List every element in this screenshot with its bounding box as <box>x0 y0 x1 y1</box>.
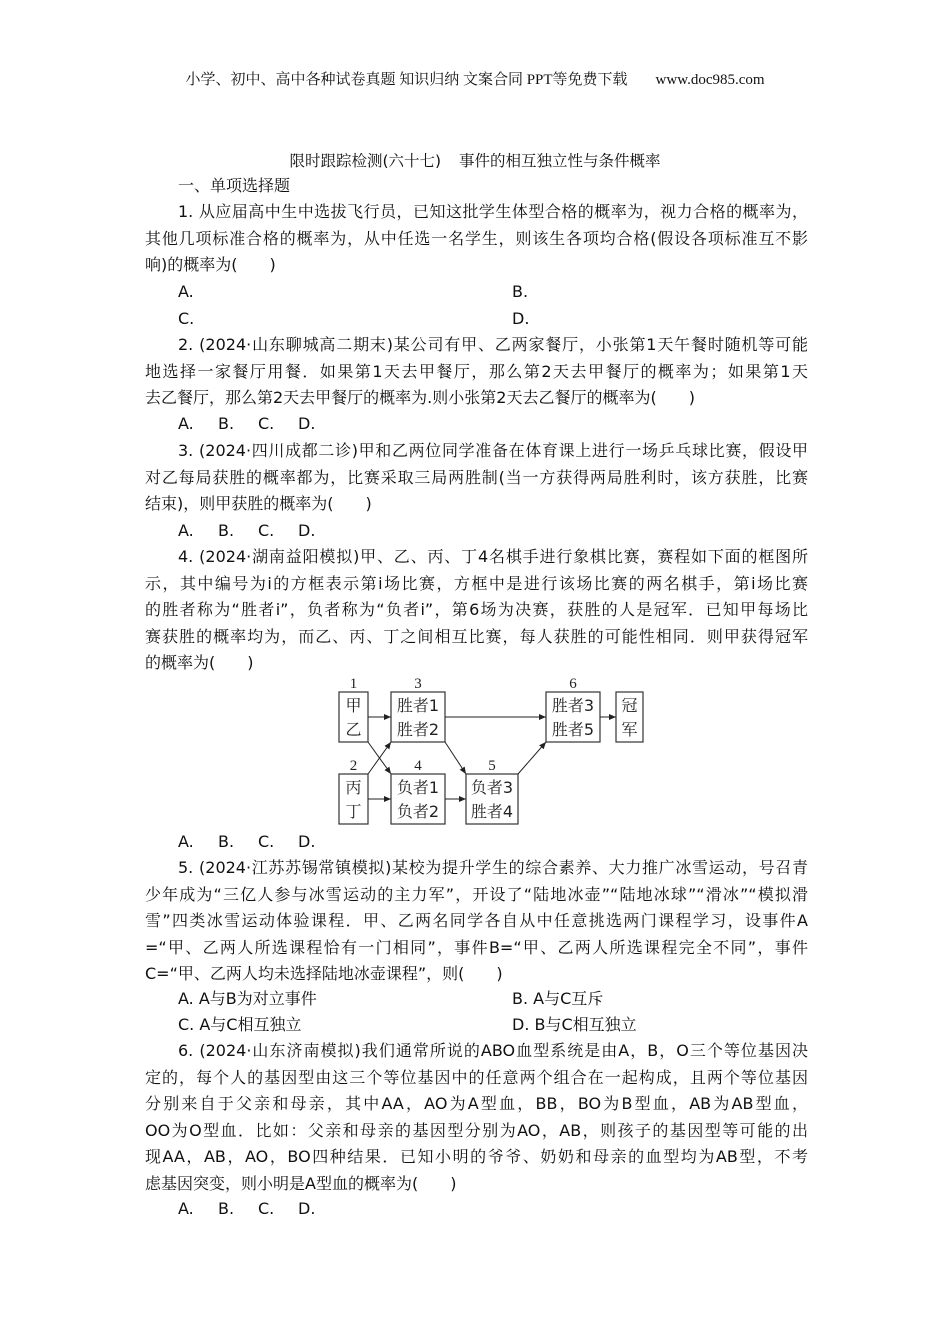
diagram-box-line: 负者1 <box>396 778 440 797</box>
question-5-line: C=“甲、乙两人均未选择陆地冰壶课程”，则( ) <box>145 964 503 983</box>
question-4-option[interactable]: A. <box>178 832 194 851</box>
question-3-option[interactable]: C. <box>258 521 275 540</box>
question-4-option[interactable]: B. <box>218 832 235 851</box>
diagram-box-line: 胜者3 <box>551 696 595 715</box>
question-1-option[interactable]: A. <box>178 282 194 301</box>
question-5-line: 少年成为“三亿人参与冰雪运动的主力军”，开设了“陆地冰壶”“陆地冰球”“滑冰”“模拟滑 <box>145 884 808 904</box>
diagram-box-line: 胜者5 <box>551 720 595 739</box>
question-6-option[interactable]: B. <box>218 1199 235 1218</box>
diagram-box-line: 负者2 <box>396 802 440 821</box>
diagram-match-number: 1 <box>349 676 358 692</box>
question-6-option[interactable]: C. <box>258 1199 275 1218</box>
question-1-option[interactable]: B. <box>512 282 529 301</box>
question-2-line: 地选择一家餐厅用餐．如果第1天去甲餐厅，那么第2天去甲餐厅的概率为；如果第1天 <box>145 361 808 381</box>
question-3-option[interactable]: A. <box>178 521 194 540</box>
question-5-option[interactable]: C. A与C相互独立 <box>178 1015 302 1034</box>
question-6-option[interactable]: A. <box>178 1199 194 1218</box>
diagram-box-line: 乙 <box>345 720 362 739</box>
question-2-line: 2. (2024·山东聊城高二期末)某公司有甲、乙两家餐厅，小张第1天午餐时随机等可能 <box>178 335 808 354</box>
title-sub: 事件的相互独立性与条件概率 <box>459 152 661 170</box>
question-6-option[interactable]: D. <box>298 1199 316 1218</box>
diagram-box-line: 胜者4 <box>470 802 514 821</box>
question-4-option[interactable]: D. <box>298 832 316 851</box>
diagram-box-line: 负者3 <box>470 778 514 797</box>
question-3-line: 对乙每局获胜的概率都为，比赛采取三局两胜制(当一方获得两局胜利时，该方获胜，比赛 <box>145 467 808 487</box>
question-1-line: 响)的概率为( ) <box>145 255 276 274</box>
question-2-option[interactable]: B. <box>218 414 235 433</box>
diagram-box-line: 胜者1 <box>396 696 440 715</box>
question-3-option[interactable]: D. <box>298 521 316 540</box>
question-5-line: 雪”四类冰雪运动体验课程．甲、乙两名同学各自从中任意挑选两门课程学习，设事件A <box>145 911 808 930</box>
question-6-line: 分别来自于父亲和母亲，其中AA，AO为A型血，BB，BO为B型血，AB为AB型血， <box>145 1094 808 1113</box>
diagram-arrow <box>445 742 466 774</box>
header-text: 小学、初中、高中各种试卷真题 知识归纳 文案合同 PPT等免费下载 <box>185 72 628 88</box>
question-3-line: 3. (2024·四川成都二诊)甲和乙两位同学准备在体育课上进行一场乒乓球比赛，假设甲 <box>178 441 808 460</box>
question-5-line: =“甲、乙两人所选课程恰有一门相同”，事件B=“甲、乙两人所选课程完全不同”，事件 <box>145 937 808 957</box>
question-3-option[interactable]: B. <box>218 521 235 540</box>
diagram-box-line: 甲 <box>345 696 362 715</box>
question-6-line: OO为O型血．比如：父亲和母亲的基因型分别为AO，AB，则孩子的基因型等可能的出 <box>145 1120 808 1140</box>
diagram-box-line: 丙 <box>345 778 362 797</box>
question-6-line: 现AA，AB，AO，BO四种结果．已知小明的爷爷、奶奶和母亲的血型均为AB型，不考 <box>145 1147 808 1166</box>
diagram-match-number: 5 <box>488 758 496 774</box>
diagram-box-line: 丁 <box>345 802 362 821</box>
diagram-box-line: 冠 <box>621 696 638 715</box>
question-2-option[interactable]: D. <box>298 414 316 433</box>
question-1-line: 1. 从应届高中生中选拔飞行员，已知这批学生体型合格的概率为，视力合格的概率为， <box>178 202 808 221</box>
question-3-line: 结束)，则甲获胜的概率为( ) <box>145 494 372 513</box>
question-6-line: 定的，每个人的基因型由这三个等位基因中的任意两个组合在一起构成，且两个等位基因 <box>145 1067 808 1087</box>
diagram-match-number: 3 <box>414 676 422 692</box>
title-main: 限时跟踪检测(六十七) <box>289 152 442 170</box>
question-1-option[interactable]: C. <box>178 309 195 328</box>
question-2-option[interactable]: C. <box>258 414 275 433</box>
question-5-line: 5. (2024·江苏苏锡常镇模拟)某校为提升学生的综合素养、大力推广冰雪运动，号召青 <box>178 858 808 877</box>
question-4-line: 赛获胜的概率均为，而乙、丙、丁之间相互比赛，每人获胜的可能性相同．则甲获得冠军 <box>145 626 808 646</box>
diagram-match-number: 4 <box>414 758 422 774</box>
question-5-option[interactable]: D. B与C相互独立 <box>512 1015 637 1034</box>
question-4-line: 4. (2024·湖南益阳模拟)甲、乙、丙、丁4名棋手进行象棋比赛，赛程如下面的框图所 <box>178 547 808 566</box>
question-4-option[interactable]: C. <box>258 832 275 851</box>
question-5-option[interactable]: B. A与C互斥 <box>512 989 604 1008</box>
diagram-box-line: 军 <box>621 720 638 739</box>
section-heading: 一、单项选择题 <box>178 176 291 195</box>
question-1-option[interactable]: D. <box>512 309 530 328</box>
header-url: www.doc985.com <box>655 72 765 88</box>
question-2-option[interactable]: A. <box>178 414 194 433</box>
diagram-match-number: 2 <box>349 758 358 774</box>
diagram-arrow <box>518 742 546 774</box>
diagram-match-number: 6 <box>569 676 577 692</box>
question-5-option[interactable]: A. A与B为对立事件 <box>178 989 317 1008</box>
question-4-line: 的概率为( ) <box>145 653 254 672</box>
question-6-line: 6. (2024·山东济南模拟)我们通常所说的ABO血型系统是由A，B，O三个等位基因决 <box>178 1041 808 1060</box>
question-2-line: 去乙餐厅，那么第2天去甲餐厅的概率为.则小张第2天去乙餐厅的概率为( ) <box>145 388 695 407</box>
question-4-line: 示，其中编号为i的方框表示第i场比赛，方框中是进行该场比赛的两名棋手，第i场比赛 <box>145 573 808 593</box>
diagram-box-line: 胜者2 <box>396 720 440 739</box>
question-4-line: 的胜者称为“胜者i”，负者称为“负者i”，第6场为决赛，获胜的人是冠军．已知甲每场比 <box>145 600 808 619</box>
question-1-line: 其他几项标准合格的概率为，从中任选一名学生，则该生各项均合格(假设各项标准互不影 <box>145 228 808 248</box>
question-6-line: 虑基因突变，则小明是A型血的概率为( ) <box>145 1173 457 1193</box>
